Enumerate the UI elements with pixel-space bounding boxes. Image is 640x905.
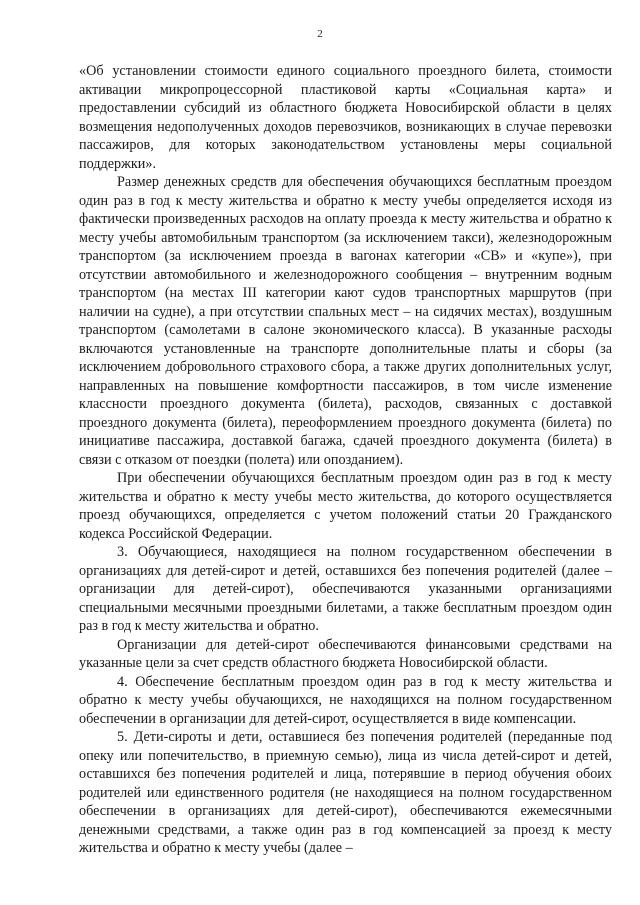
paragraph-travel-expenses: Размер денежных средств для обеспечения обучающихся бесплатным проездом один раз в год к месту жительства и обратно к месту учебы определяется исходя из фактически произведенных расходов на оплату проезда к месту жительства и обратно к месту учебы автомобильным транспортом (за исключением такси), железнодорожным транспортом (за исключением проезда в вагонах категории «СВ» и «купе»), при отсутствии автомобильного и железнодорожного сообщения – внутренним водным транспортом (на местах III категории кают судов транспортных маршрутов (при наличии на судне), а при отсутствии спальных мест – на сидячих местах), воздушным транспортом (самолетами в салоне экономического класса). В указанные расходы включаются установленные на транспорте дополнительные платы и сборы (за исключением добровольного страхового сбора, а также других дополнительных услуг, направленных на повышение комфортности пассажиров, в том числе изменение классности проездного документа (билета), расходов, связанных с доставкой проездного документа (билета), переоформлением проездного документа (билета) по инициативе пассажира, доставкой багажа, сдачей проездного документа (билета) в связи с отказом от поездки (полета) или опозданием). — [79, 174, 612, 468]
paragraph-regulation-title: «Об установлении стоимости единого социального проездного билета, стоимости активации микропроцессорной пластиковой карты «Социальная карта» и предоставлении субсидий из областного бюджета Новосибирской области в целях возмещения недополученных доходов перевозчиков, возникающих в случае перевозки пассажиров, для которых законодательством установлены меры социальной поддержки». — [79, 63, 612, 172]
paragraph-item-3: 3. Обучающиеся, находящиеся на полном государственном обеспечении в организациях для детей-сирот и детей, оставшихся без попечения родителей (далее – организации для детей-сирот), обеспечиваются указанными организациями специальными месячными проездными билетами, а также бесплатным проездом один раз в год к месту жительства и обратно. — [79, 544, 612, 634]
document-body — [79, 62, 612, 858]
paragraph-orphan-organizations-funding: Организации для детей-сирот обеспечиваются финансовыми средствами на указанные цели за счет средств областного бюджета Новосибирской области. — [79, 636, 612, 671]
paragraph-place-of-residence: При обеспечении обучающихся бесплатным проездом один раз в год к месту жительства и обратно к месту учебы место жительства, до которого осуществляется проезд обучающихся, определяется с учетом положений статьи 20 Гражданского кодекса Российской Федерации. — [79, 470, 612, 542]
paragraph-item-4: 4. Обеспечение бесплатным проездом один раз в год к месту жительства и обратно к месту учебы обучающихся, не находящихся на полном государственном обеспечении в организации для детей-сирот, осуществляется в виде компенсации. — [79, 673, 612, 727]
page-number: 2 — [317, 28, 323, 40]
paragraph-item-5: 5. Дети-сироты и дети, оставшиеся без попечения родителей (переданные под опеку или попечительство, в приемную семью), лица из числа детей-сирот и детей, оставшихся без попечения родителей и лица, потерявшие в период обучения обоих родителей или единственного родителя (не находящиеся на полном государственном обеспечении в организациях для детей-сирот), обеспечиваются ежемесячными денежными средствами, а также один раз в год компенсацией за проезд к месту жительства и обратно к месту учебы (далее – — [79, 729, 612, 856]
